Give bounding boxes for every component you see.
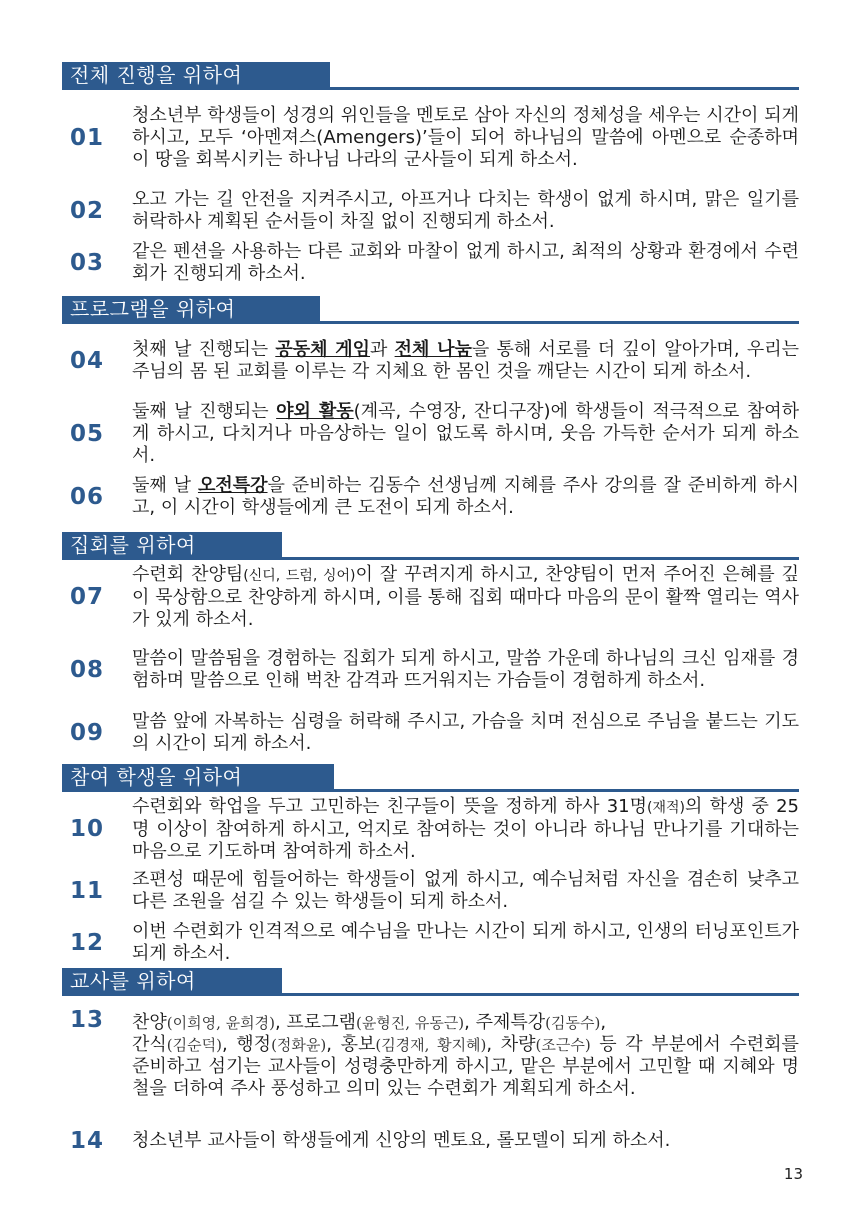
prayer-item bbox=[62, 473, 799, 521]
prayer-item bbox=[62, 93, 799, 183]
item-number: 14 bbox=[70, 1128, 105, 1154]
item-text: 오고 가는 길 안전을 지켜주시고, 아프거나 다치는 학생이 없게 하시며, 맑은 일기를 허락하사 계획된 순서들이 차질 없이 진행되게 하소서. bbox=[132, 189, 799, 232]
item-number: 03 bbox=[70, 250, 105, 276]
item-number: 02 bbox=[70, 198, 105, 224]
item-text: 청소년부 학생들이 성경의 위인들을 멘토로 삼아 자신의 정체성을 세우는 시간이 되게 하시고, 모두 ‘아멘져스(Amengers)’들이 되어 하나님의 말씀에 아멘으로 순종하며 이 땅을 회복시키는 하나님 나라의 군사들이 되게 하소서. bbox=[132, 105, 799, 170]
section-header bbox=[62, 532, 799, 560]
item-text: 같은 펜션을 사용하는 다른 교회와 마찰이 없게 하시고, 최적의 상황과 환경에서 수련회가 진행되게 하소서. bbox=[132, 241, 799, 284]
prayer-item bbox=[62, 239, 799, 287]
prayer-item bbox=[62, 999, 799, 1113]
section-title: 참여 학생을 위하여 bbox=[62, 764, 334, 789]
item-text: 찬양(이희영, 윤희경), 프로그램(윤형진, 유동근), 주제특강(김동수), 간식(김순덕), 행정(정화윤), 홍보(김경재, 황지혜), 차량(조근수) 등 각 부분에서 수련회를 준비하고 섬기는 교사들이 성령충만하게 하시고, 맡은 부분에서 고민할 때 지혜와 명철을 더하여 주사 풍성하고 의미 있는 수련회가 계획되게 하소서. bbox=[132, 1012, 799, 1099]
highlight-program: 야외 활동 bbox=[276, 401, 354, 422]
section-teachers bbox=[62, 968, 799, 1155]
prayer-item bbox=[62, 919, 799, 967]
section-header bbox=[62, 296, 799, 324]
item-text: 청소년부 교사들이 학생들에게 신앙의 멘토요, 롤모델이 되게 하소서. bbox=[132, 1130, 671, 1151]
item-number: 10 bbox=[70, 816, 105, 842]
item-number: 01 bbox=[70, 125, 105, 151]
item-number: 07 bbox=[70, 584, 105, 610]
item-number: 12 bbox=[70, 930, 105, 956]
prayer-item bbox=[62, 635, 799, 705]
section-overall bbox=[62, 62, 799, 287]
item-text: 첫째 날 진행되는 공동체 게임과 전체 나눔을 통해 서로를 더 깊이 알아가며, 우리는 주님의 몸 된 교회를 이루는 각 지체요 한 몸인 것을 깨닫는 시간이 되게 하소서. bbox=[132, 339, 799, 382]
highlight-program: 공동체 게임 bbox=[275, 339, 370, 360]
item-number: 13 bbox=[70, 1007, 105, 1033]
item-text: 수련회와 학업을 두고 고민하는 친구들이 뜻을 정하게 하사 31명(재적)의 학생 중 25명 이상이 참여하게 하시고, 억지로 참여하는 것이 아니라 하나님 만나기를 기대하는 마음으로 기도하며 참여하게 하소서. bbox=[132, 795, 799, 862]
section-students bbox=[62, 764, 799, 967]
prayer-item bbox=[62, 563, 799, 631]
prayer-item bbox=[62, 867, 799, 915]
item-text: 이번 수련회가 인격적으로 예수님을 만나는 시간이 되게 하시고, 인생의 터닝포인트가 되게 하소서. bbox=[132, 921, 799, 964]
section-program bbox=[62, 296, 799, 521]
item-number: 06 bbox=[70, 484, 105, 510]
prayer-item bbox=[62, 709, 799, 757]
prayer-item bbox=[62, 399, 799, 469]
highlight-program: 전체 나눔 bbox=[394, 339, 472, 360]
item-text: 말씀이 말씀됨을 경험하는 집회가 되게 하시고, 말씀 가운데 하나님의 크신 임재를 경험하며 말씀으로 인해 벅찬 감격과 뜨거워지는 가슴들이 경험하게 하소서. bbox=[132, 648, 799, 691]
section-header bbox=[62, 764, 799, 792]
prayer-item bbox=[62, 187, 799, 235]
item-number: 04 bbox=[70, 348, 105, 374]
prayer-item bbox=[62, 1127, 799, 1155]
item-text: 둘째 날 진행되는 야외 활동(계곡, 수영장, 잔디구장)에 학생들이 적극적으로 참여하게 하시고, 다치거나 마음상하는 일이 없도록 하시며, 웃음 가득한 순서가 되게 하소서. bbox=[132, 401, 799, 466]
section-title: 전체 진행을 위하여 bbox=[62, 62, 330, 87]
section-header bbox=[62, 968, 799, 996]
item-number: 09 bbox=[70, 720, 105, 746]
section-header bbox=[62, 62, 799, 90]
section-title: 집회를 위하여 bbox=[62, 532, 282, 557]
section-worship bbox=[62, 532, 799, 757]
item-text: 수련회 찬양팀(신디, 드럼, 싱어)이 잘 꾸려지게 하시고, 찬양팀이 먼저 주어진 은혜를 깊이 묵상함으로 찬양하게 하시며, 이를 통해 집회 때마다 마음의 문이 활짝 열리는 역사가 있게 하소서. bbox=[132, 563, 799, 630]
item-number: 05 bbox=[70, 421, 105, 447]
item-text: 둘째 날 오전특강을 준비하는 김동수 선생님께 지혜를 주사 강의를 잘 준비하게 하시고, 이 시간이 학생들에게 큰 도전이 되게 하소서. bbox=[132, 475, 800, 518]
section-title: 교사를 위하여 bbox=[62, 968, 282, 993]
item-text: 조편성 때문에 힘들어하는 학생들이 없게 하시고, 예수님처럼 자신을 겸손히 낮추고 다른 조원을 섬길 수 있는 학생들이 되게 하소서. bbox=[132, 869, 799, 912]
section-title: 프로그램을 위하여 bbox=[62, 296, 320, 321]
prayer-item bbox=[62, 795, 799, 863]
item-number: 08 bbox=[70, 657, 105, 683]
page-number: 13 bbox=[783, 1165, 803, 1183]
item-text: 말씀 앞에 자복하는 심령을 허락해 주시고, 가슴을 치며 전심으로 주님을 붙드는 기도의 시간이 되게 하소서. bbox=[132, 711, 799, 754]
prayer-item bbox=[62, 327, 799, 395]
highlight-program: 오전특강 bbox=[197, 475, 268, 496]
item-number: 11 bbox=[70, 878, 105, 904]
